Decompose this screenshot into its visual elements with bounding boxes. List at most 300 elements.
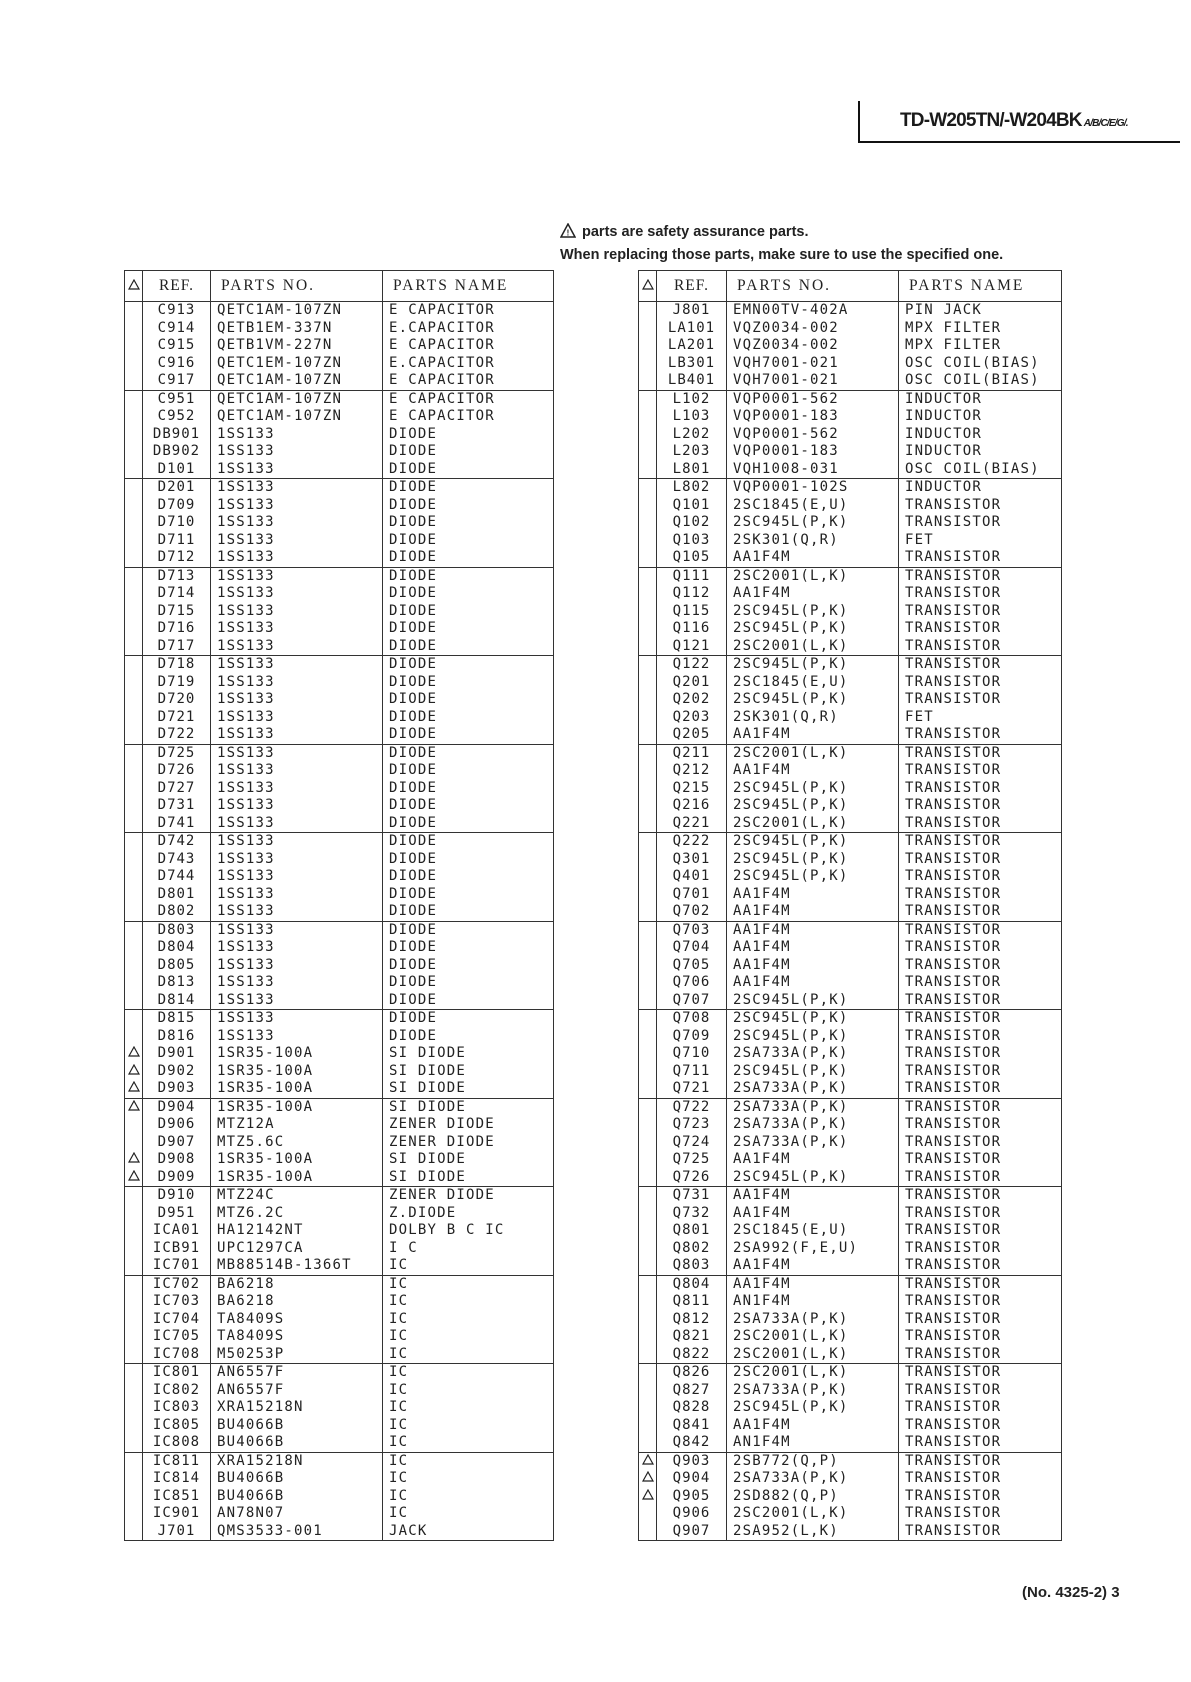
parts-name-cell: OSC COIL(BIAS) [899, 461, 1062, 479]
ref-cell: D731 [143, 797, 211, 815]
safety-mark-cell [639, 780, 657, 798]
table-row [639, 1399, 1062, 1417]
ref-cell: L102 [657, 390, 727, 408]
parts-no-cell: AA1F4M [727, 1187, 899, 1205]
ref-cell: D907 [143, 1134, 211, 1152]
parts-no-cell: XRA15218N [211, 1399, 383, 1417]
parts-no-cell: MB88514B-1366T [211, 1257, 383, 1275]
ref-cell: Q702 [657, 903, 727, 921]
parts-name-cell: SI DIODE [383, 1169, 554, 1187]
ref-cell: D910 [143, 1187, 211, 1205]
table-row [639, 815, 1062, 833]
safety-mark-cell [125, 408, 143, 426]
ref-cell: IC811 [143, 1452, 211, 1470]
table-row [639, 320, 1062, 338]
parts-name-cell: OSC COIL(BIAS) [899, 355, 1062, 373]
ref-cell: Q722 [657, 1098, 727, 1116]
ref-cell: Q709 [657, 1028, 727, 1046]
parts-no-cell: 2SC945L(P,K) [727, 851, 899, 869]
table-row [639, 1275, 1062, 1293]
table-row [125, 320, 554, 338]
ref-cell: D714 [143, 585, 211, 603]
table-row [125, 1045, 554, 1063]
parts-name-cell: DIODE [383, 762, 554, 780]
parts-no-cell: 2SC945L(P,K) [727, 780, 899, 798]
parts-no-cell: AA1F4M [727, 1257, 899, 1275]
table-row [125, 1098, 554, 1116]
safety-mark-cell [639, 1257, 657, 1275]
parts-no-cell: 1SS133 [211, 709, 383, 727]
safety-mark-cell [639, 355, 657, 373]
table-row [125, 1028, 554, 1046]
table-row [125, 797, 554, 815]
ref-cell: IC801 [143, 1364, 211, 1382]
parts-name-cell: TRANSISTOR [899, 1098, 1062, 1116]
ref-cell: Q222 [657, 833, 727, 851]
safety-mark-cell [125, 1010, 143, 1028]
safety-mark-cell [125, 1257, 143, 1275]
ref-cell: ICB91 [143, 1240, 211, 1258]
ref-cell: Q115 [657, 603, 727, 621]
table-row [639, 1328, 1062, 1346]
ref-cell: IC708 [143, 1346, 211, 1364]
parts-name-cell: TRANSISTOR [899, 1063, 1062, 1081]
parts-no-cell: 2SC1845(E,U) [727, 674, 899, 692]
table-row [125, 868, 554, 886]
safety-mark-cell [125, 567, 143, 585]
table-row [639, 514, 1062, 532]
parts-name-cell: IC [383, 1488, 554, 1506]
parts-name-cell: TRANSISTOR [899, 1151, 1062, 1169]
safety-mark-cell [639, 1523, 657, 1541]
parts-no-cell: QETC1AM-107ZN [211, 408, 383, 426]
table-row [639, 479, 1062, 497]
ref-cell: Q708 [657, 1010, 727, 1028]
ref-column-header: REF. [657, 271, 727, 302]
parts-name-cell: TRANSISTOR [899, 1505, 1062, 1523]
parts-no-cell: BU4066B [211, 1470, 383, 1488]
parts-name-cell: DIODE [383, 709, 554, 727]
parts-name-cell: TRANSISTOR [899, 833, 1062, 851]
parts-name-cell: TRANSISTOR [899, 1328, 1062, 1346]
ref-cell: Q121 [657, 638, 727, 656]
parts-no-cell: VQP0001-562 [727, 426, 899, 444]
safety-mark-cell [125, 479, 143, 497]
parts-name-cell: TRANSISTOR [899, 1346, 1062, 1364]
ref-cell: D803 [143, 921, 211, 939]
parts-name-cell: DIODE [383, 851, 554, 869]
safety-mark-cell [125, 762, 143, 780]
table-row [639, 1169, 1062, 1187]
parts-no-cell: 1SS133 [211, 514, 383, 532]
parts-name-cell: TRANSISTOR [899, 1134, 1062, 1152]
ref-cell: DB902 [143, 443, 211, 461]
safety-mark-cell [125, 603, 143, 621]
safety-mark-cell [639, 638, 657, 656]
ref-cell: J801 [657, 302, 727, 320]
parts-no-cell: 2SA992(F,E,U) [727, 1240, 899, 1258]
parts-no-cell: 2SC945L(P,K) [727, 691, 899, 709]
warning-triangle-icon [642, 1489, 654, 1500]
table-row [125, 1010, 554, 1028]
parts-name-cell: TRANSISTOR [899, 744, 1062, 762]
ref-cell: Q803 [657, 1257, 727, 1275]
safety-mark-cell [639, 1346, 657, 1364]
parts-no-cell: 2SC2001(L,K) [727, 1364, 899, 1382]
ref-cell: L103 [657, 408, 727, 426]
safety-mark-cell [639, 1169, 657, 1187]
ref-cell: Q812 [657, 1311, 727, 1329]
safety-mark-cell [125, 1169, 143, 1187]
table-row [639, 1010, 1062, 1028]
parts-no-column-header: PARTS NO. [727, 271, 899, 302]
parts-no-cell: MTZ12A [211, 1116, 383, 1134]
table-row [639, 302, 1062, 320]
table-row [125, 461, 554, 479]
parts-name-cell: TRANSISTOR [899, 868, 1062, 886]
safety-mark-cell [639, 567, 657, 585]
ref-cell: J701 [143, 1523, 211, 1541]
table-row [639, 1098, 1062, 1116]
parts-name-cell: DIODE [383, 974, 554, 992]
table-row [639, 567, 1062, 585]
safety-mark-cell [639, 443, 657, 461]
parts-no-cell: 1SS133 [211, 903, 383, 921]
ref-cell: LA101 [657, 320, 727, 338]
parts-no-cell: BU4066B [211, 1434, 383, 1452]
parts-no-cell: 2SC2001(L,K) [727, 1346, 899, 1364]
safety-mark-cell [639, 1080, 657, 1098]
parts-name-cell: IC [383, 1452, 554, 1470]
table-row [639, 1470, 1062, 1488]
table-row [639, 1488, 1062, 1506]
table-row [125, 1346, 554, 1364]
table-row [125, 1488, 554, 1506]
table-row [125, 532, 554, 550]
document-number: (No. 4325-2) [1022, 1584, 1108, 1601]
ref-cell: D725 [143, 744, 211, 762]
parts-no-cell: 2SD882(Q,P) [727, 1488, 899, 1506]
parts-no-cell: 1SS133 [211, 726, 383, 744]
parts-table-right [638, 270, 1062, 1541]
safety-mark-cell [639, 1364, 657, 1382]
parts-no-cell: 1SS133 [211, 461, 383, 479]
ref-cell: IC808 [143, 1434, 211, 1452]
parts-name-cell: TRANSISTOR [899, 886, 1062, 904]
safety-mark-cell [125, 390, 143, 408]
parts-name-cell: E CAPACITOR [383, 408, 554, 426]
parts-no-cell: 1SS133 [211, 532, 383, 550]
safety-mark-cell [125, 1063, 143, 1081]
ref-cell: D710 [143, 514, 211, 532]
ref-cell: D713 [143, 567, 211, 585]
safety-mark-cell [125, 780, 143, 798]
ref-cell: Q202 [657, 691, 727, 709]
table-row [639, 780, 1062, 798]
table-row [639, 337, 1062, 355]
table-row [639, 1187, 1062, 1205]
safety-mark-cell [125, 1045, 143, 1063]
safety-mark-cell [125, 1311, 143, 1329]
warning-triangle-icon [560, 223, 576, 238]
safety-mark-cell [639, 726, 657, 744]
parts-name-cell: DIODE [383, 638, 554, 656]
parts-no-cell: 2SC945L(P,K) [727, 1063, 899, 1081]
ref-cell: Q704 [657, 939, 727, 957]
parts-no-cell: 2SC945L(P,K) [727, 992, 899, 1010]
parts-name-cell: DIODE [383, 585, 554, 603]
table-row [639, 1045, 1062, 1063]
ref-cell: D804 [143, 939, 211, 957]
table-row [639, 674, 1062, 692]
safety-mark-cell [639, 744, 657, 762]
ref-cell: D711 [143, 532, 211, 550]
table-row [125, 957, 554, 975]
safety-mark-cell [125, 1028, 143, 1046]
table-row [125, 355, 554, 373]
safety-mark-cell [639, 390, 657, 408]
safety-mark-cell [639, 1187, 657, 1205]
safety-mark-cell [639, 1452, 657, 1470]
parts-no-cell: AA1F4M [727, 939, 899, 957]
parts-name-cell: DIODE [383, 461, 554, 479]
ref-cell: Q907 [657, 1523, 727, 1541]
parts-no-cell: 1SS133 [211, 691, 383, 709]
parts-name-cell: DIODE [383, 497, 554, 515]
table-row [125, 1063, 554, 1081]
safety-mark-cell [125, 426, 143, 444]
ref-cell: Q905 [657, 1488, 727, 1506]
safety-mark-cell [639, 656, 657, 674]
parts-name-cell: ZENER DIODE [383, 1116, 554, 1134]
safety-mark-cell [639, 1399, 657, 1417]
parts-no-cell: AA1F4M [727, 957, 899, 975]
parts-no-cell: 1SS133 [211, 585, 383, 603]
table-row [125, 1311, 554, 1329]
table-row [125, 567, 554, 585]
warning-triangle-icon [128, 1081, 140, 1092]
parts-no-cell: 1SS133 [211, 992, 383, 1010]
parts-no-cell: 2SC2001(L,K) [727, 815, 899, 833]
safety-mark-cell [125, 868, 143, 886]
ref-cell: D802 [143, 903, 211, 921]
safety-mark-cell [639, 302, 657, 320]
table-row [125, 886, 554, 904]
parts-no-cell: 2SC2001(L,K) [727, 1505, 899, 1523]
warning-triangle-icon [128, 279, 140, 290]
parts-no-cell: AN6557F [211, 1382, 383, 1400]
parts-name-cell: IC [383, 1346, 554, 1364]
safety-mark-cell [639, 1010, 657, 1028]
parts-no-cell: VQP0001-183 [727, 443, 899, 461]
ref-cell: L802 [657, 479, 727, 497]
ref-column-header: REF. [143, 271, 211, 302]
parts-name-cell: INDUCTOR [899, 443, 1062, 461]
ref-cell: Q828 [657, 1399, 727, 1417]
safety-mark-cell [639, 479, 657, 497]
safety-mark-cell [125, 1205, 143, 1223]
parts-no-cell: 1SS133 [211, 921, 383, 939]
safety-mark-cell [125, 1399, 143, 1417]
safety-mark-cell [125, 1346, 143, 1364]
safety-mark-cell [125, 1488, 143, 1506]
parts-name-cell: TRANSISTOR [899, 726, 1062, 744]
parts-name-cell: DIODE [383, 674, 554, 692]
safety-mark-cell [125, 461, 143, 479]
safety-mark-cell [125, 443, 143, 461]
parts-table-left [124, 270, 554, 1541]
ref-cell: IC851 [143, 1488, 211, 1506]
table-row [125, 1452, 554, 1470]
table-row [125, 1328, 554, 1346]
parts-no-cell: AA1F4M [727, 886, 899, 904]
safety-column-header [639, 271, 657, 302]
ref-cell: Q904 [657, 1470, 727, 1488]
ref-cell: Q112 [657, 585, 727, 603]
parts-table-right-body [639, 302, 1062, 1541]
table-row [125, 780, 554, 798]
table-row [639, 744, 1062, 762]
parts-no-cell: 2SC945L(P,K) [727, 797, 899, 815]
parts-no-cell: VQH7001-021 [727, 355, 899, 373]
parts-no-cell: 1SS133 [211, 1010, 383, 1028]
safety-mark-cell [639, 1151, 657, 1169]
table-row [125, 1240, 554, 1258]
ref-cell: C914 [143, 320, 211, 338]
ref-cell: D903 [143, 1080, 211, 1098]
ref-cell: D743 [143, 851, 211, 869]
ref-cell: Q724 [657, 1134, 727, 1152]
parts-no-cell: 1SS133 [211, 939, 383, 957]
parts-name-column-header: PARTS NAME [383, 271, 554, 302]
table-row [125, 1205, 554, 1223]
parts-name-cell: FET [899, 532, 1062, 550]
parts-name-cell: Z.DIODE [383, 1205, 554, 1223]
ref-cell: Q102 [657, 514, 727, 532]
parts-name-cell: TRANSISTOR [899, 585, 1062, 603]
safety-mark-cell [639, 957, 657, 975]
parts-name-cell: DIODE [383, 726, 554, 744]
parts-name-cell: TRANSISTOR [899, 1275, 1062, 1293]
safety-mark-cell [639, 461, 657, 479]
ref-cell: D718 [143, 656, 211, 674]
parts-name-cell: ZENER DIODE [383, 1187, 554, 1205]
safety-mark-cell [639, 372, 657, 390]
parts-name-cell: E CAPACITOR [383, 390, 554, 408]
table-row [125, 1257, 554, 1275]
parts-name-cell: IC [383, 1399, 554, 1417]
parts-no-cell: MTZ5.6C [211, 1134, 383, 1152]
safety-notice-line1: ! parts are safety assurance parts. [560, 221, 1080, 244]
table-row [639, 1346, 1062, 1364]
table-row [125, 1382, 554, 1400]
parts-name-cell: E CAPACITOR [383, 337, 554, 355]
parts-name-cell: SI DIODE [383, 1098, 554, 1116]
safety-mark-cell [125, 337, 143, 355]
parts-name-cell: TRANSISTOR [899, 1045, 1062, 1063]
parts-no-cell: AA1F4M [727, 1151, 899, 1169]
ref-cell: Q804 [657, 1275, 727, 1293]
table-row [639, 1382, 1062, 1400]
table-row [125, 302, 554, 320]
parts-name-cell: TRANSISTOR [899, 674, 1062, 692]
table-row [639, 939, 1062, 957]
table-row [125, 390, 554, 408]
ref-cell: Q827 [657, 1382, 727, 1400]
warning-triangle-icon [642, 279, 654, 290]
parts-name-cell: DIODE [383, 514, 554, 532]
parts-name-cell: OSC COIL(BIAS) [899, 372, 1062, 390]
ref-cell: C951 [143, 390, 211, 408]
table-row [125, 1116, 554, 1134]
parts-name-cell: IC [383, 1434, 554, 1452]
table-row [125, 585, 554, 603]
ref-cell: C916 [143, 355, 211, 373]
safety-mark-cell [639, 921, 657, 939]
parts-no-cell: HA12142NT [211, 1222, 383, 1240]
parts-name-cell: TRANSISTOR [899, 514, 1062, 532]
parts-table-left-body [125, 302, 554, 1541]
ref-cell: Q703 [657, 921, 727, 939]
ref-cell: Q111 [657, 567, 727, 585]
safety-mark-cell [125, 939, 143, 957]
parts-no-cell: 1SS133 [211, 886, 383, 904]
safety-mark-cell [639, 1417, 657, 1435]
parts-no-cell: 1SS133 [211, 549, 383, 567]
table-row [639, 532, 1062, 550]
safety-mark-cell [639, 851, 657, 869]
parts-no-cell: 1SS133 [211, 780, 383, 798]
parts-name-cell: IC [383, 1328, 554, 1346]
table-row [125, 1399, 554, 1417]
parts-no-cell: BU4066B [211, 1417, 383, 1435]
parts-name-cell: DIODE [383, 903, 554, 921]
safety-mark-cell [125, 638, 143, 656]
parts-no-cell: 1SR35-100A [211, 1063, 383, 1081]
parts-name-cell: TRANSISTOR [899, 1293, 1062, 1311]
warning-triangle-icon [128, 1152, 140, 1163]
safety-mark-cell [125, 1417, 143, 1435]
table-row [639, 974, 1062, 992]
safety-mark-cell [125, 585, 143, 603]
parts-name-cell: E CAPACITOR [383, 372, 554, 390]
safety-mark-cell [639, 1240, 657, 1258]
ref-cell: D721 [143, 709, 211, 727]
parts-name-cell: TRANSISTOR [899, 1488, 1062, 1506]
table-row [639, 1523, 1062, 1541]
safety-mark-cell [125, 532, 143, 550]
ref-cell: Q821 [657, 1328, 727, 1346]
table-row [639, 1063, 1062, 1081]
parts-no-cell: 1SS133 [211, 957, 383, 975]
parts-name-cell: SI DIODE [383, 1080, 554, 1098]
parts-name-cell: INDUCTOR [899, 408, 1062, 426]
parts-no-cell: AA1F4M [727, 1205, 899, 1223]
parts-name-cell: TRANSISTOR [899, 1257, 1062, 1275]
table-row [639, 726, 1062, 744]
table-row [639, 549, 1062, 567]
parts-no-cell: TA8409S [211, 1328, 383, 1346]
parts-no-cell: QETC1AM-107ZN [211, 372, 383, 390]
parts-no-cell: 1SS133 [211, 1028, 383, 1046]
safety-mark-cell [125, 1187, 143, 1205]
parts-no-cell: 1SS133 [211, 868, 383, 886]
table-row [125, 709, 554, 727]
parts-no-cell: VQP0001-562 [727, 390, 899, 408]
table-row [125, 903, 554, 921]
parts-no-cell: 2SC945L(P,K) [727, 1399, 899, 1417]
table-row [125, 1151, 554, 1169]
